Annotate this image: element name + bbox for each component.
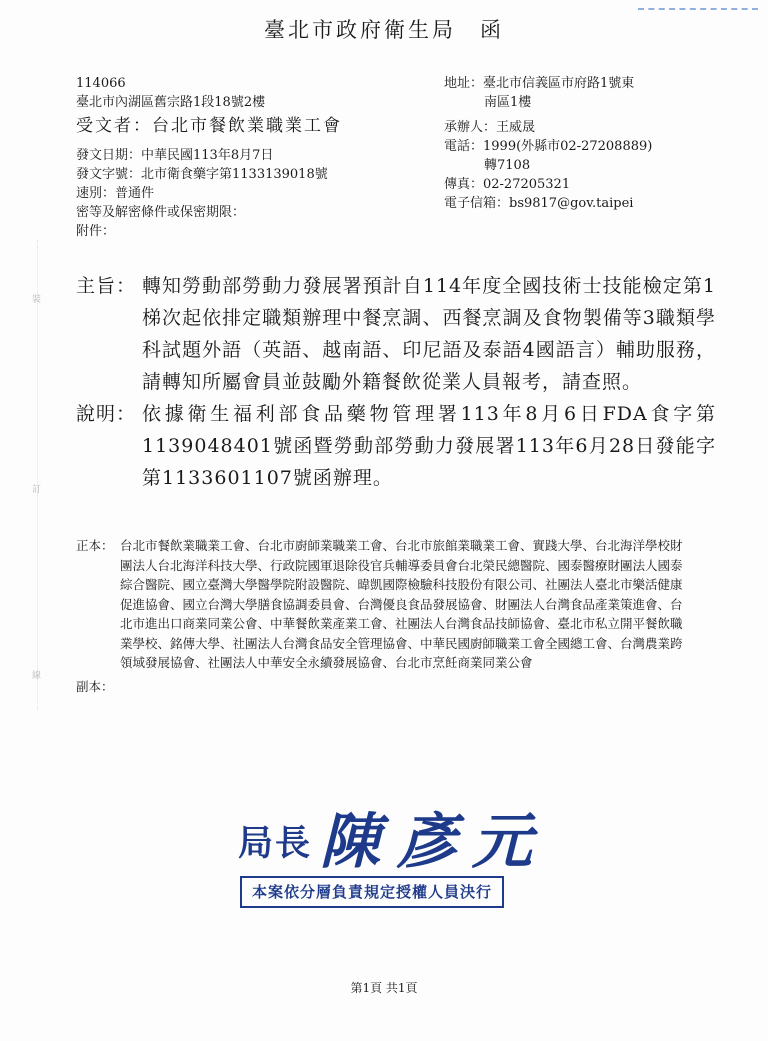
explanation-label: 說明： xyxy=(76,403,137,425)
corner-mark xyxy=(638,0,758,10)
contact-address: 地址：臺北市信義區市府路1號東 xyxy=(444,76,635,91)
binding-line xyxy=(37,240,38,710)
explanation-text: 依據衛生福利部食品藥物管理署113年8月6日FDA食字第1139048401號函暨勞動部勞動力發展署113年6月28日發能字第1133601107號函辦理。 xyxy=(142,403,716,489)
recipient: 受文者：台北市餐飲業職業工會 xyxy=(76,116,342,136)
margin-mark-line: 線 xyxy=(32,671,42,681)
issue-date: 發文日期：中華民國113年8月7日 xyxy=(76,148,274,163)
signatory-name: 陳彥元 xyxy=(320,807,548,877)
margin-mark-bind: 裝 xyxy=(32,295,42,305)
contact-phone: 電話：1999(外縣市02-27208889) xyxy=(444,139,653,154)
subject-text: 轉知勞動部勞動力發展署預計自114年度全國技術士技能檢定第1梯次起依排定職類辦理中餐烹調、西餐烹調及食物製備等3職類學科試題外語（英語、越南語、印尼語及泰語4國語言）輔助服務，請轉知所屬會員並鼓勵外籍餐飲從業人員報考，請查照。 xyxy=(142,275,716,393)
signatory-title: 局長 xyxy=(238,823,313,864)
copy-recipients xyxy=(76,677,691,697)
explanation-paragraph xyxy=(76,398,716,494)
distribution-list xyxy=(76,536,691,696)
document-number: 發文字號：北市衛食藥字第1133139018號 xyxy=(76,167,328,182)
contact-address-cont: 南區1樓 xyxy=(484,95,532,110)
subject-label: 主旨： xyxy=(76,275,137,297)
margin-mark-staple: 訂 xyxy=(32,485,42,495)
contact-fax: 傳真：02-27205321 xyxy=(444,177,571,192)
contact-block xyxy=(444,74,744,213)
sender-block xyxy=(76,74,342,241)
contact-email: 電子信箱：bs9817@gov.taipei xyxy=(444,196,634,211)
classification: 密等及解密條件或保密期限： xyxy=(76,205,246,220)
page-number: 第1頁 共1頁 xyxy=(350,981,418,995)
main-body xyxy=(76,270,716,494)
original-recipients-text: 台北市餐飲業職業工會、台北市廚師業職業工會、台北市旅館業職業工會、實踐大學、台北海洋學校財團法人台北海洋科技大學、行政院國軍退除役官兵輔導委員會台北榮民總醫院、國泰醫療財團法人國泰綜合醫院、國立臺灣大學醫學院附設醫院、暐凱國際檢驗科技股份有限公司、社團法人臺北市樂活健康促進協會、國立台灣大學膳食協調委員會、台灣優良食品發展協會、財團法人台灣食品產業策進會、台北市進出口商業同業公會、中華餐飲業產業工會、社團法人台灣食品技師協會、臺北市私立開平餐飲職業學校、銘傳大學、社團法人台灣食品安全管理協會、中華民國廚師職業工會全國總工會、台灣農業跨領域發展協會、社團法人中華安全永續發展協會、台北市烹飪商業同業公會 xyxy=(120,538,683,670)
copy-label: 副本： xyxy=(76,678,114,694)
document-title: 臺北市政府衛生局 函 xyxy=(264,18,504,42)
postal-code: 114066 xyxy=(76,76,126,91)
contact-phone-ext: 轉7108 xyxy=(484,158,531,173)
attachments: 附件： xyxy=(76,224,116,239)
sender-address: 臺北市內湖區舊宗路1段18號2樓 xyxy=(76,95,266,110)
original-label: 正本： xyxy=(76,538,114,553)
subject-paragraph xyxy=(76,270,716,398)
contact-handler: 承辦人：王威晟 xyxy=(444,120,536,135)
delegation-stamp: 本案依分層負責規定授權人員決行 xyxy=(240,876,504,908)
delivery-speed: 速別：普通件 xyxy=(76,186,155,201)
original-recipients xyxy=(76,536,691,673)
